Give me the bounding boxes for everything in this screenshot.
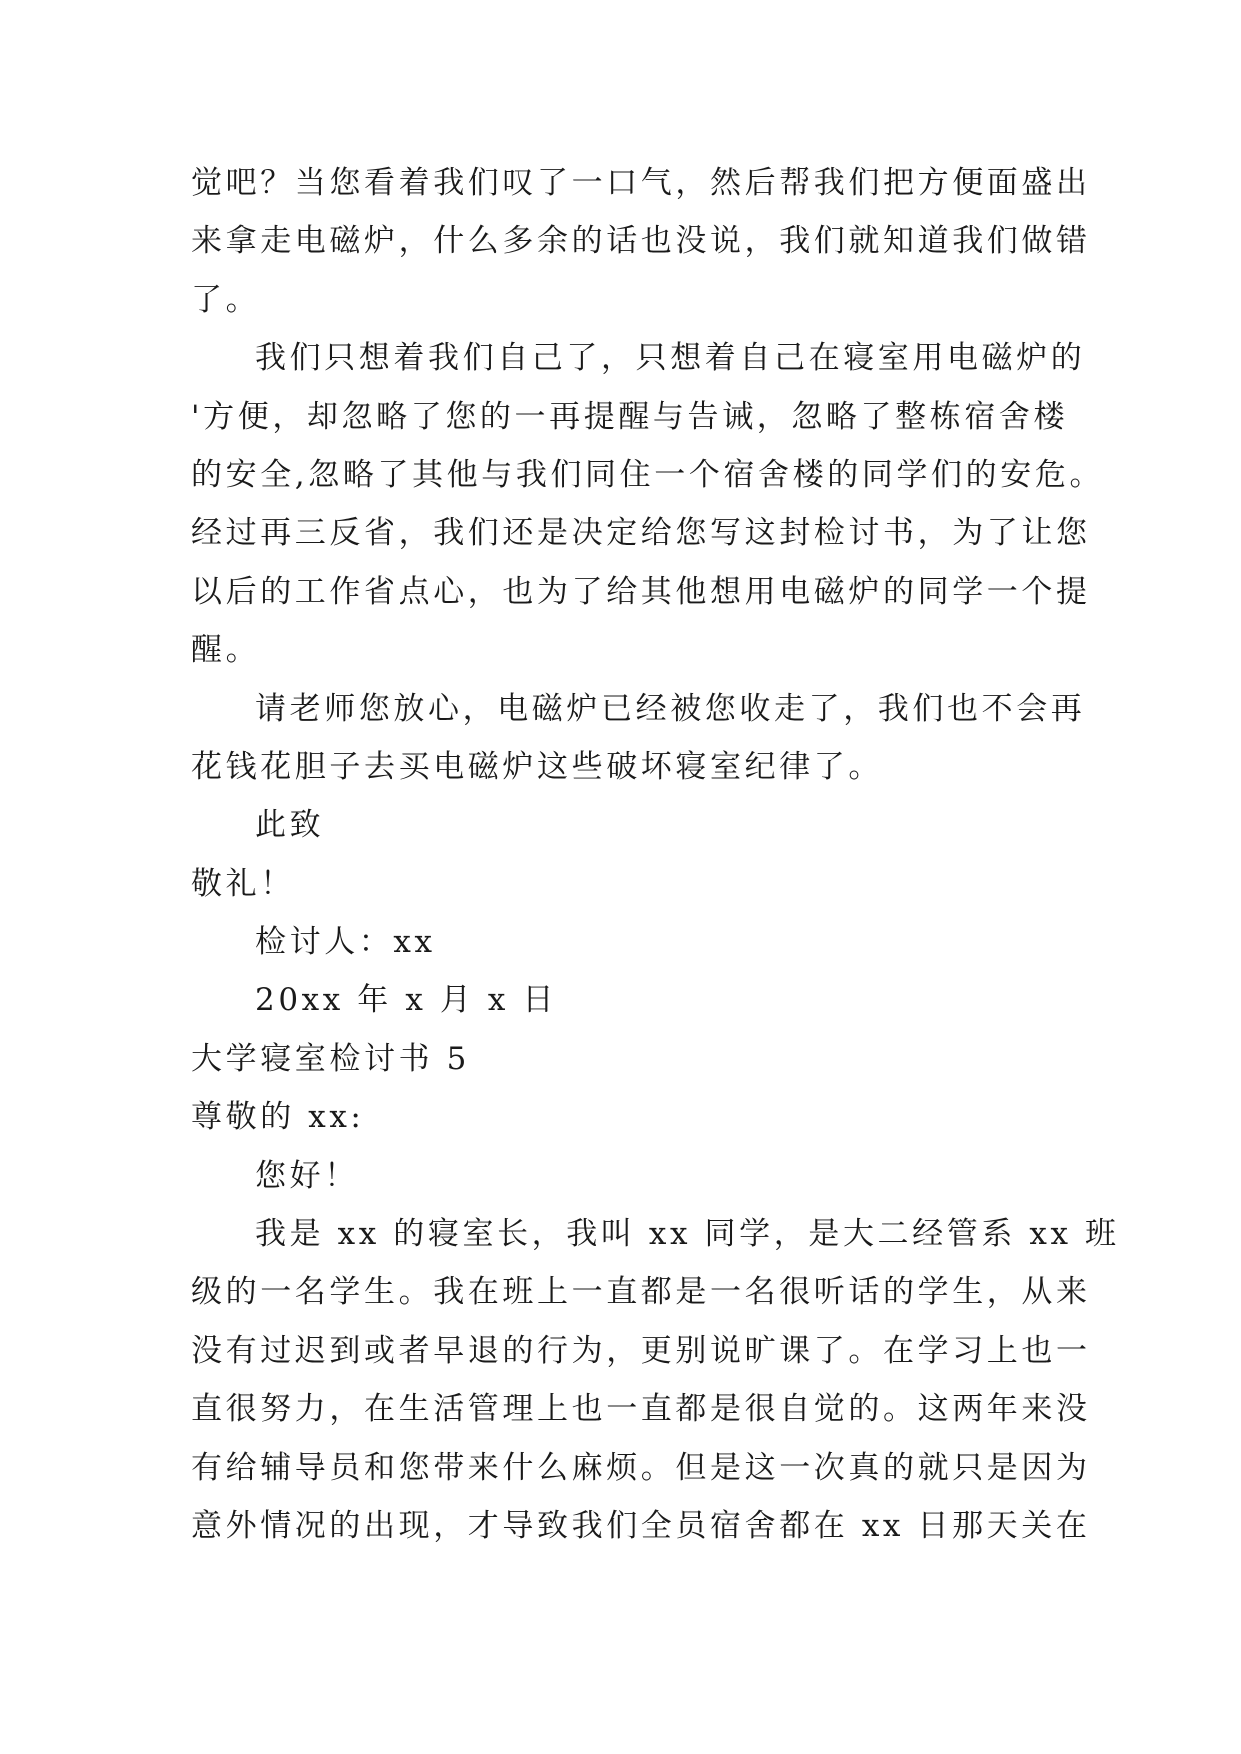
document-body bbox=[191, 154, 1120, 1555]
closing-phrase: 此致 bbox=[255, 807, 325, 844]
text-line: 级的一名学生。我在班上一直都是一名很听话的学生，从来 bbox=[191, 1274, 1091, 1311]
section-title: 大学寝室检讨书 5 bbox=[191, 1040, 470, 1077]
text-line: 直很努力，在生活管理上也一直都是很自觉的。这两年来没 bbox=[191, 1391, 1091, 1428]
text-line: 我是 xx 的寝室长，我叫 xx 同学，是大二经管系 xx 班 bbox=[255, 1216, 1120, 1253]
greeting-addressee: 尊敬的 xx: bbox=[191, 1099, 365, 1136]
text-line: 意外情况的出现，才导致我们全员宿舍都在 xx 日那天关在 bbox=[191, 1507, 1091, 1544]
text-line: 花钱花胆子去买电磁炉这些破坏寝室纪律了。 bbox=[191, 748, 883, 785]
text-line: 了。 bbox=[191, 281, 261, 318]
text-line: 来拿走电磁炉，什么多余的话也没说，我们就知道我们做错 bbox=[191, 223, 1091, 260]
date-line: 20xx 年 x 月 x 日 bbox=[255, 982, 558, 1019]
text-line: '方便，却忽略了您的一再提醒与告诫，忽略了整栋宿舍楼 bbox=[191, 398, 1069, 435]
text-line: 我们只想着我们自己了，只想着自己在寝室用电磁炉的 bbox=[255, 340, 1086, 377]
author-line: 检讨人：xx bbox=[255, 924, 436, 961]
text-line: 以后的工作省点心，也为了给其他想用电磁炉的同学一个提 bbox=[191, 573, 1091, 610]
text-line: 有给辅导员和您带来什么麻烦。但是这一次真的就只是因为 bbox=[191, 1449, 1091, 1486]
text-line: 醒。 bbox=[191, 632, 261, 669]
greeting: 您好！ bbox=[255, 1157, 359, 1194]
text-line: 觉吧？当您看着我们叹了一口气，然后帮我们把方便面盛出 bbox=[191, 165, 1091, 201]
text-line: 请老师您放心，电磁炉已经被您收走了，我们也不会再 bbox=[255, 690, 1086, 727]
text-line: 的安全,忽略了其他与我们同住一个宿舍楼的同学们的安危。 bbox=[191, 456, 1105, 493]
text-line: 没有过迟到或者早退的行为，更别说旷课了。在学习上也一 bbox=[191, 1332, 1091, 1369]
salutation: 敬礼！ bbox=[191, 865, 295, 902]
text-line: 经过再三反省，我们还是决定给您写这封检讨书，为了让您 bbox=[191, 515, 1091, 552]
